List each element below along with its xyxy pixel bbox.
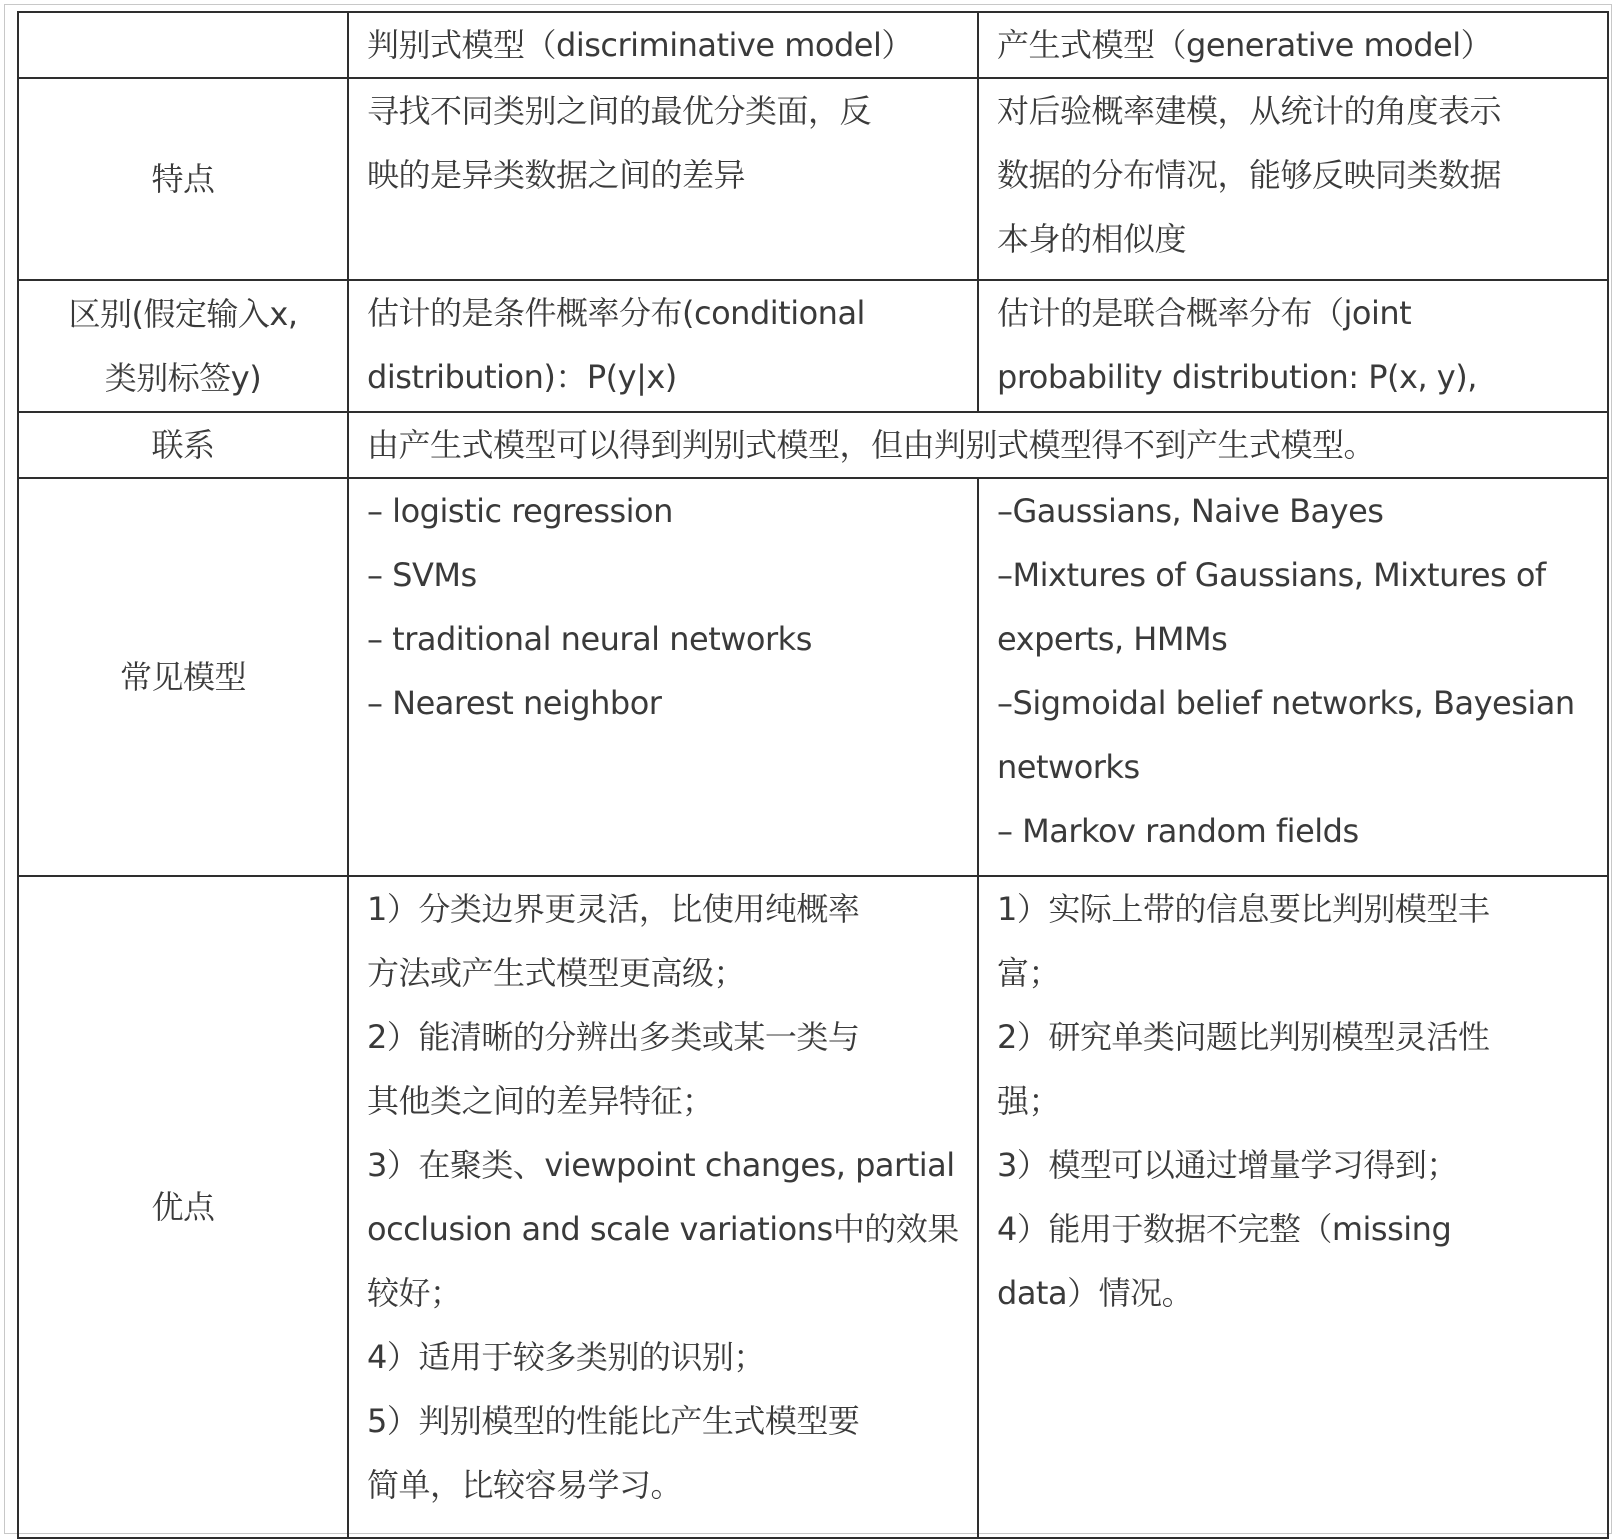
- advantage-line: 2）研究单类问题比判别模型灵活性: [997, 1018, 1490, 1056]
- model-list-item: –Sigmoidal belief networks, Bayesian: [997, 684, 1575, 722]
- difference-generative-line: 估计的是联合概率分布（joint: [997, 294, 1412, 332]
- difference-discriminative-line: 估计的是条件概率分布(conditional: [367, 294, 865, 332]
- advantage-line: 1）实际上带的信息要比判别模型丰: [997, 890, 1490, 928]
- difference-generative-line: probability distribution: P(x, y),: [997, 358, 1477, 396]
- model-list-item: –Gaussians, Naive Bayes: [997, 492, 1384, 530]
- advantage-line: occlusion and scale variations中的效果: [367, 1210, 959, 1248]
- difference-row: [18, 280, 1608, 412]
- advantage-line: 3）在聚类、viewpoint changes, partial: [367, 1146, 955, 1184]
- features-discriminative-cell: [348, 78, 978, 280]
- advantage-line: 较好；: [367, 1274, 462, 1312]
- advantage-line: 2）能清晰的分辨出多类或某一类与: [367, 1018, 860, 1056]
- model-list-item: – logistic regression: [367, 492, 673, 530]
- advantage-line: 其他类之间的差异特征；: [367, 1082, 714, 1120]
- advantage-line: 简单，比较容易学习。: [367, 1466, 683, 1504]
- advantages-discriminative-cell: [348, 876, 978, 1538]
- relation-row: [18, 412, 1608, 478]
- advantage-line: 4）能用于数据不完整（missing: [997, 1210, 1452, 1248]
- advantage-line: 1）分类边界更灵活，比使用纯概率: [367, 890, 860, 928]
- model-list-item: – SVMs: [367, 556, 477, 594]
- comparison-table: [17, 11, 1609, 1539]
- difference-label-line: 区别(假定输入x,: [68, 295, 298, 333]
- advantage-line: 方法或产生式模型更高级；: [367, 954, 746, 992]
- common-models-discriminative-cell: [348, 478, 978, 876]
- model-list-item: networks: [997, 748, 1140, 786]
- advantage-line: 强；: [997, 1082, 1061, 1120]
- advantages-generative-cell: [978, 876, 1608, 1538]
- features-generative-line: 数据的分布情况，能够反映同类数据: [997, 156, 1502, 194]
- header-row: [18, 12, 1608, 78]
- difference-discriminative-line: distribution)：P(y|x): [367, 358, 677, 396]
- advantages-row: [18, 876, 1608, 1538]
- relation-label: 联系: [18, 412, 348, 478]
- difference-discriminative-cell: [348, 280, 978, 412]
- difference-label-cell: [18, 280, 348, 412]
- features-label: 特点: [18, 78, 348, 280]
- header-corner-cell: [18, 12, 348, 78]
- header-generative: 产生式模型（generative model）: [978, 12, 1608, 78]
- features-generative-line: 本身的相似度: [997, 220, 1187, 258]
- advantages-label: 优点: [18, 876, 348, 1538]
- header-discriminative: 判别式模型（discriminative model）: [348, 12, 978, 78]
- model-list-item: – Markov random fields: [997, 812, 1359, 850]
- advantage-line: 5）判别模型的性能比产生式模型要: [367, 1402, 860, 1440]
- advantage-line: 4）适用于较多类别的识别；: [367, 1338, 765, 1376]
- model-list-item: –Mixtures of Gaussians, Mixtures of: [997, 556, 1546, 594]
- model-list-item: – Nearest neighbor: [367, 684, 662, 722]
- features-generative-line: 对后验概率建模，从统计的角度表示: [997, 92, 1502, 130]
- advantage-line: 富；: [997, 954, 1061, 992]
- relation-text: 由产生式模型可以得到判别式模型，但由判别式模型得不到产生式模型。: [348, 412, 1608, 478]
- common-models-generative-cell: [978, 478, 1608, 876]
- model-list-item: – traditional neural networks: [367, 620, 812, 658]
- difference-label-line: 类别标签y): [104, 359, 262, 397]
- difference-generative-cell: [978, 280, 1608, 412]
- common-models-label: 常见模型: [18, 478, 348, 876]
- advantage-line: data）情况。: [997, 1274, 1194, 1312]
- features-generative-cell: [978, 78, 1608, 280]
- model-list-item: experts, HMMs: [997, 620, 1228, 658]
- features-row: [18, 78, 1608, 280]
- advantage-line: 3）模型可以通过增量学习得到；: [997, 1146, 1458, 1184]
- features-discriminative-line: 映的是异类数据之间的差异: [367, 156, 746, 194]
- common-models-row: [18, 478, 1608, 876]
- features-discriminative-line: 寻找不同类别之间的最优分类面，反: [367, 92, 872, 130]
